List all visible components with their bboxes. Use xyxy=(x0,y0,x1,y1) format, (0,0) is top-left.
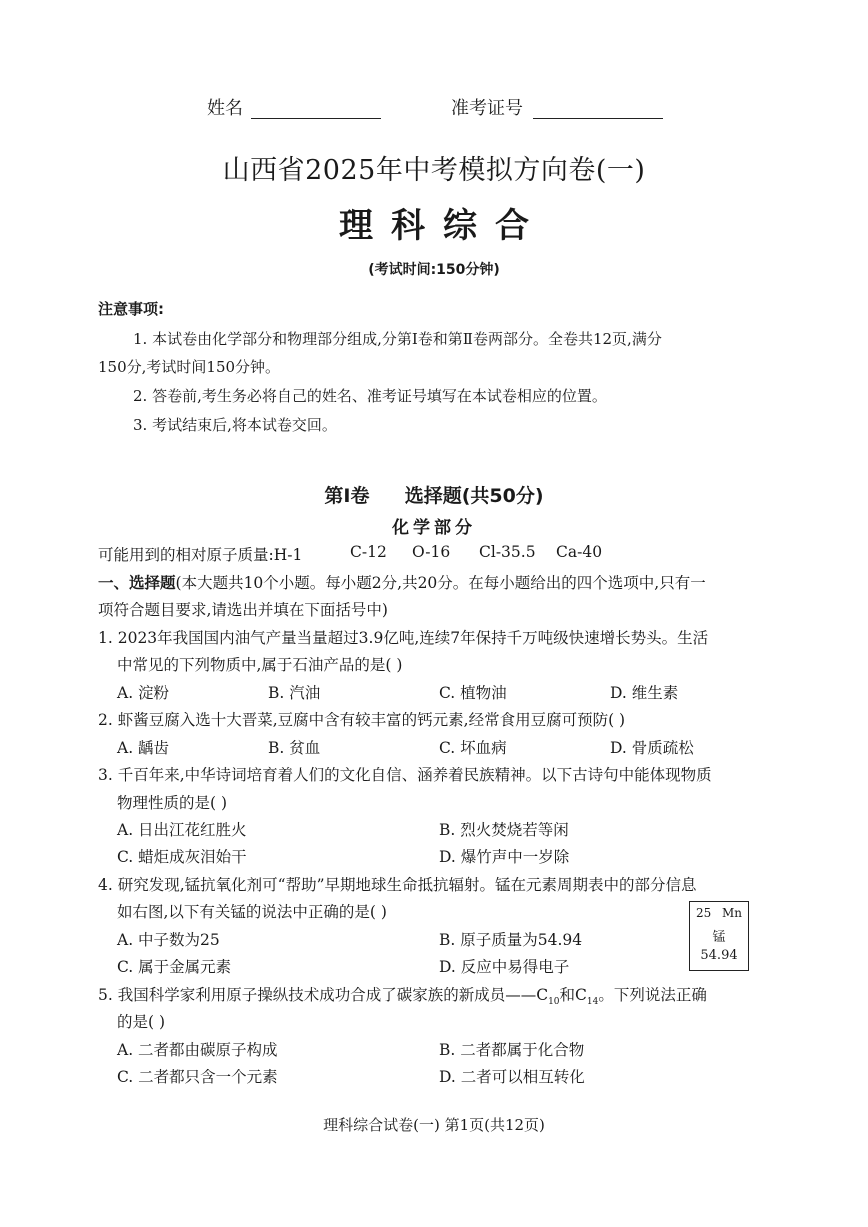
option-c[interactable]: C. 蜡炬成灰泪始干 xyxy=(117,848,247,866)
element-name: 锰 xyxy=(712,930,726,945)
option-c[interactable]: C. 植物油 xyxy=(439,684,507,702)
atomic-mass: 54.94 xyxy=(700,948,738,963)
atomic-mass-line xyxy=(98,543,798,565)
option-a[interactable]: A. 中子数为25 xyxy=(117,931,220,949)
option-b[interactable]: B. 烈火焚烧若等闲 xyxy=(439,821,569,839)
option-d[interactable]: D. 反应中易得电子 xyxy=(439,958,570,976)
instructions-heading: 一、选择题 xyxy=(98,574,176,592)
atomic-mass-label: 可能用到的相对原子质量:H-1 xyxy=(98,546,303,564)
notice-item: 150分,考试时间150分钟。 xyxy=(98,358,281,376)
subscript: 10 xyxy=(548,997,560,1008)
option-d[interactable]: D. 骨质疏松 xyxy=(610,739,694,757)
exam-time: (考试时间:150分钟) xyxy=(368,262,500,278)
exam-id-label: 准考证号 xyxy=(451,98,523,119)
exam-title: 山西省2025年中考模拟方向卷(一) xyxy=(222,155,646,186)
option-c[interactable]: C. 二者都只含一个元素 xyxy=(117,1068,278,1086)
notice-item: 3. 考试结束后,将本试卷交回。 xyxy=(133,416,337,434)
question-text: 中常见的下列物质中,属于石油产品的是( ) xyxy=(117,656,403,674)
instructions-line: 项符合题目要求,请选出并填在下面括号中) xyxy=(98,601,388,619)
question-text: 1. 2023年我国国内油气产量当量超过3.9亿吨,连续7年保持千万吨级快速增长势头。生活 xyxy=(98,629,709,647)
option-d[interactable]: D. 维生素 xyxy=(610,684,679,702)
volume-label: 第Ⅰ卷 xyxy=(324,485,370,507)
question-text-part: 和C xyxy=(559,986,587,1004)
option-a[interactable]: A. 日出江花红胜火 xyxy=(117,821,247,839)
atomic-number: 25 xyxy=(696,906,712,920)
question-text-part: 5. 我国科学家利用原子操纵技术成功合成了碳家族的新成员——C xyxy=(98,986,549,1004)
question-text: 物理性质的是( ) xyxy=(117,794,228,812)
exam-id-field-line[interactable] xyxy=(533,118,663,119)
periodic-element-card xyxy=(689,901,749,971)
question-text-part: 。下列说法正确 xyxy=(598,986,707,1004)
notice-heading: 注意事项: xyxy=(98,300,164,318)
question-text: 如右图,以下有关锰的说法中正确的是( ) xyxy=(117,903,387,921)
option-b[interactable]: B. 贫血 xyxy=(268,739,321,757)
question-text: 的是( ) xyxy=(117,1013,166,1031)
section-title xyxy=(0,481,868,508)
question-text: 2. 虾酱豆腐入选十大晋菜,豆腐中含有较丰富的钙元素,经常食用豆腐可预防( ) xyxy=(98,711,626,729)
section-subtitle: 选择题(共50分) xyxy=(404,485,544,507)
question-text xyxy=(98,983,707,1007)
candidate-info-row xyxy=(0,94,868,122)
question-text: 4. 研究发现,锰抗氧化剂可“帮助”早期地球生命抵抗辐射。锰在元素周期表中的部分信息 xyxy=(98,876,697,894)
option-a[interactable]: A. 二者都由碳原子构成 xyxy=(117,1041,278,1059)
part-title: 化学部分 xyxy=(392,518,476,538)
element-symbol: Mn xyxy=(721,906,742,920)
option-c[interactable]: C. 属于金属元素 xyxy=(117,958,232,976)
subscript: 14 xyxy=(586,997,599,1008)
name-field-line[interactable] xyxy=(251,118,381,119)
option-d[interactable]: D. 二者可以相互转化 xyxy=(439,1068,585,1086)
option-b[interactable]: B. 二者都属于化合物 xyxy=(439,1041,585,1059)
name-label: 姓名 xyxy=(207,98,243,119)
option-a[interactable]: A. 淀粉 xyxy=(117,684,170,702)
page-footer: 理科综合试卷(一) 第1页(共12页) xyxy=(323,1116,545,1134)
atomic-mass-item: C-12 xyxy=(350,543,387,561)
notice-item: 2. 答卷前,考生务必将自己的姓名、准考证号填写在本试卷相应的位置。 xyxy=(133,387,607,405)
option-a[interactable]: A. 龋齿 xyxy=(117,739,170,757)
option-b[interactable]: B. 汽油 xyxy=(268,684,321,702)
atomic-mass-item: Cl-35.5 xyxy=(479,543,536,561)
atomic-mass-item: Ca-40 xyxy=(556,543,603,561)
subject-title: 理科综合 xyxy=(339,206,547,246)
instructions-line xyxy=(98,571,706,593)
option-d[interactable]: D. 爆竹声中一岁除 xyxy=(439,848,570,866)
option-b[interactable]: B. 原子质量为54.94 xyxy=(439,931,583,949)
notice-item: 1. 本试卷由化学部分和物理部分组成,分第Ⅰ卷和第Ⅱ卷两部分。全卷共12页,满分 xyxy=(133,330,662,348)
instructions-text: (本大题共10个小题。每小题2分,共20分。在每小题给出的四个选项中,只有一 xyxy=(175,574,706,592)
option-c[interactable]: C. 坏血病 xyxy=(439,739,507,757)
atomic-mass-item: O-16 xyxy=(412,543,451,561)
question-text: 3. 千百年来,中华诗词培育着人们的文化自信、涵养着民族精神。以下古诗句中能体现物质 xyxy=(98,766,712,784)
